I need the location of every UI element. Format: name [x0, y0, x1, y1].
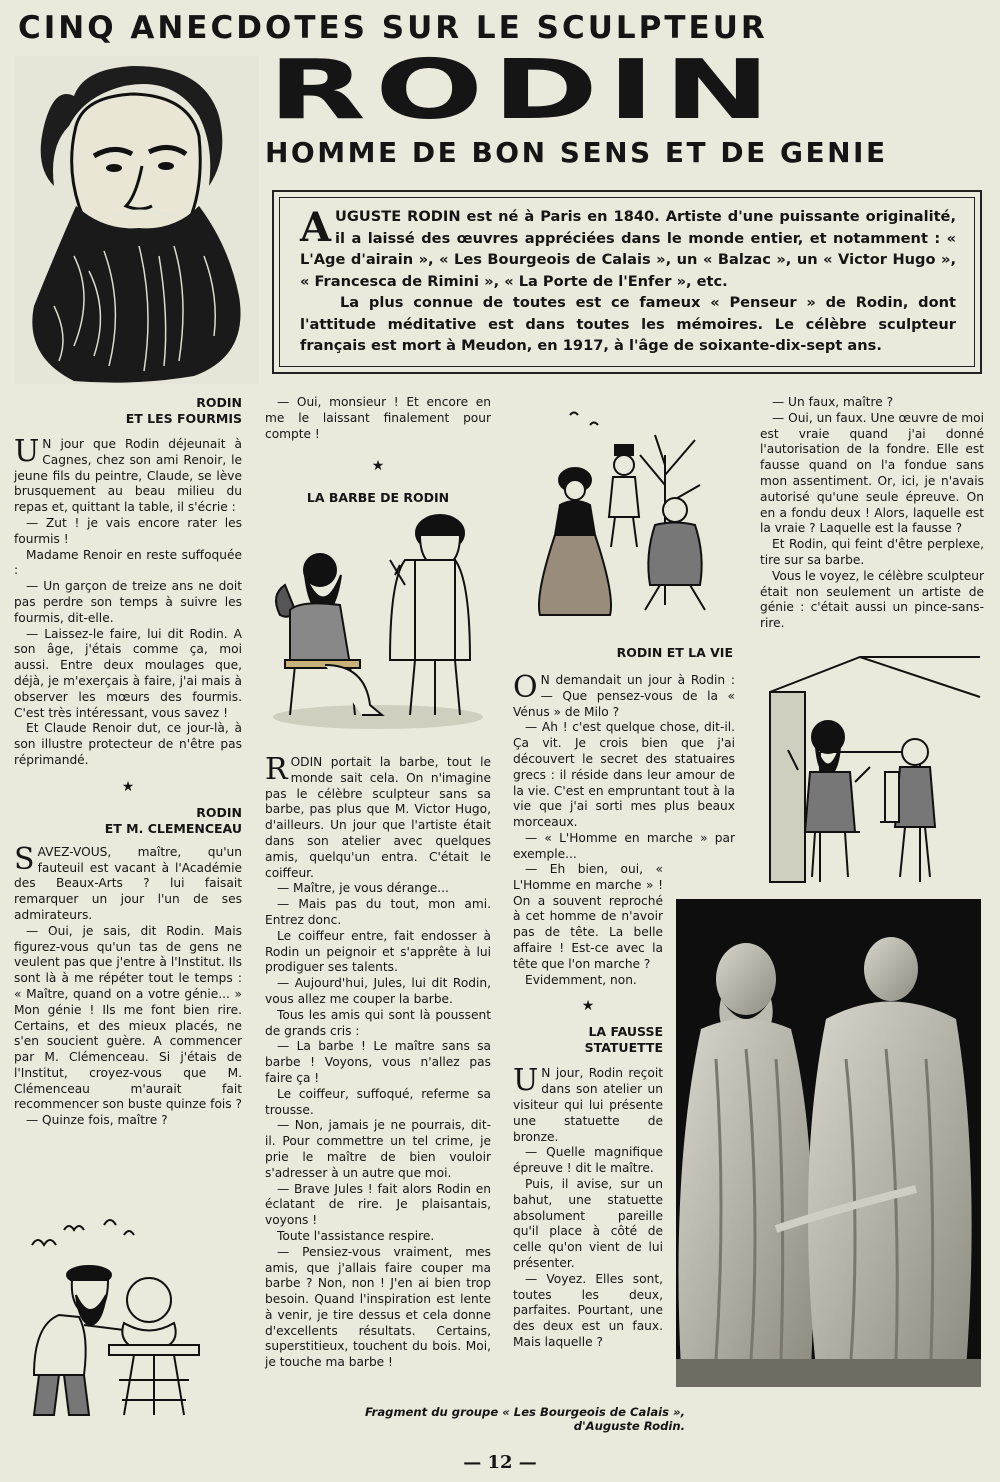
subtitle: HOMME DE BON SENS ET DE GENIE: [265, 136, 888, 169]
barbe-paragraph: — Pensiez-vous vraiment, mes amis, que j'allais faire couper ma barbe ? Non, non ! J'en ai bien trop besoin. Quand l'inspiration est lente à venir, je tire dessus et cela donne d'excellents résultats. Certains, superstitieux, touchent du bois. Moi, je touche ma barbe !: [265, 1244, 491, 1370]
clemenceau-heading: RODIN ET M. CLEMENCEAU: [104, 804, 242, 836]
separator-star: ★: [371, 458, 385, 475]
barbe-paragraph: — Mais pas du tout, mon ami. Entrez donc.: [265, 897, 491, 927]
street-illustration: [535, 395, 735, 625]
column-4: [760, 395, 984, 632]
barbe-paragraph: Le coiffeur entre, fait endosser à Rodin un peignoir et s'apprête à lui prodiguer ses talents.: [265, 928, 491, 975]
fourmis-paragraph: — Zut ! je vais encore rater les fourmis !: [14, 515, 242, 546]
barbe-paragraph: — Aujourd'hui, Jules, lui dit Rodin, vous allez me couper la barbe.: [265, 976, 491, 1006]
kicker-title: CINQ ANECDOTES SUR LE SCULPTEUR: [18, 10, 768, 46]
statuette-paragraph: — Voyez. Elles sont, toutes les deux, parfaites. Pourtant, une des deux est un faux. Mais laquelle ?: [513, 1271, 663, 1349]
separator-star: ★: [581, 998, 595, 1015]
barbe-paragraph: RODIN portait la barbe, tout le monde sait cela. On n'imagine pas le célèbre sculpteur sans sa barbe, pas plus que M. Victor Hugo, d'ailleurs. Un jour que l'artiste était dans son atelier avec quelques amis, quelqu'un entra. C'était le coiffeur.: [265, 752, 491, 880]
barbe-paragraph: Tous les amis qui sont là poussent de grands cris :: [265, 1007, 491, 1038]
statuette-paragraph: — Quelle magnifique épreuve ! dit le maître.: [513, 1145, 663, 1176]
statuette-paragraph: U N jour, Rodin reçoit dans son atelier un visiteur qui lui présente une statuette de bronze.: [513, 1063, 663, 1144]
vie-heading: RODIN ET LA VIE: [616, 645, 733, 660]
column-4-paragraph: — Oui, un faux. Une œuvre de moi est vraie quand j'ai donné l'autorisation de la fondre. Elle est fausse quand on l'a fondue sans mon assentiment. Or, ici, je n'avais autorisé qu'une seule épreuve. On en a fondu deux ! Alors, laquelle est la vraie ? Laquelle est la fausse ?: [760, 410, 984, 536]
column-4-paragraph: — Un faux, maître ?: [772, 395, 894, 409]
column-1: [14, 395, 242, 1129]
intro-box: [272, 190, 982, 374]
barbe-paragraph: — Maître, je vous dérange...: [277, 881, 449, 896]
column-4-paragraph: Vous le voyez, le célèbre sculpteur était non seulement un artiste de génie : c'était aussi un pince-sans-rire.: [760, 568, 984, 631]
clemenceau-paragraph: — Quinze fois, maître ?: [26, 1113, 168, 1128]
barbe-paragraph: — Non, jamais je ne pourrais, dit-il. Pour commettre un tel crime, je prie le maître de bien vouloir s'adresser à un autre que moi.: [265, 1118, 491, 1180]
barbe-paragraph: Toute l'assistance respire.: [277, 1228, 435, 1243]
separator-star: ★: [121, 778, 135, 795]
fourmis-paragraph: U N jour que Rodin déjeunait à Cagnes, chez son ami Renoir, le jeune fils du peintre, Claude, se lève brusquement au beau milieu du repas et, quittant la table, il s'écrie :: [14, 434, 242, 515]
bourgeois-de-calais-photo: [676, 899, 981, 1387]
vie-continued: [513, 862, 663, 1351]
intro-drop-cap: A: [300, 204, 332, 251]
fourmis-paragraph: — Laissez-le faire, lui dit Rodin. A son âge, j'étais comme ça, moi aussi. Entre deux moulages que, déjà, je m'exerçais à faire, j'ai mais à observer les mœurs des fourmis. C'est très intéressant, vous savez !: [14, 626, 242, 720]
barbe-paragraph: — Brave Jules ! fait alors Rodin en éclatant de rire. Je plaisantais, voyons !: [265, 1181, 491, 1228]
column-2-paragraph: — Oui, monsieur ! Et encore en me le laissant finalement pour compte !: [265, 395, 491, 441]
vie-paragraph: O N demandait un jour à Rodin : — Que pensez-vous de la « Vénus » de Milo ?: [513, 670, 735, 719]
barbe-paragraph: Le coiffeur, suffoqué, referme sa trousse.: [265, 1086, 491, 1117]
statuette-paragraph: Puis, il avise, sur un bahut, une statuette absolument pareille qu'il place à côté de celle qu'on vient de lui présenter.: [513, 1176, 663, 1270]
sculptor-illustration: [14, 1205, 242, 1430]
clemenceau-paragraph: — Oui, je sais, dit Rodin. Mais figurez-vous qu'un tas de gens ne veulent pas que j'entre à l'Institut. Ils sont là à me répéter tout le temps : « Maître, quand on a votre génie... » Mon génie ! Ils me font bien rire. Certains, et des mieux placés, ne s'en soucient guère. A commencer par M. Clémenceau. Si j'étais de l'Institut, croyez-vous que M. Clémenceau m'aurait fait recommencer son buste quinze fois ?: [14, 923, 242, 1112]
barbe-paragraph: — La barbe ! Le maître sans sa barbe ! Voyons, vous n'allez pas faire ça !: [265, 1039, 491, 1085]
fourmis-paragraph: — Un garçon de treize ans ne doit pas perdre son temps à suivre les fourmis, dit-elle.: [14, 579, 242, 625]
vie-paragraph: — Ah ! c'est quelque chose, dit-il. Ça vit. Je crois bien que j'ai découvert le secret des statuaires grecs : il réside dans leur amour de la vie. C'est en empruntant tout à la vie que j'ai sorti mes plus beaux morceaux.: [513, 720, 735, 830]
main-title: RODIN: [268, 43, 780, 138]
fourmis-paragraph: Et Claude Renoir dut, ce jour-là, à son illustre protecteur de n'être pas réprimandé.: [14, 721, 242, 767]
rodin-portrait-illustration: [14, 56, 259, 384]
fourmis-heading: RODIN ET LES FOURMIS: [125, 395, 242, 426]
intro-paragraph-1: AUGUSTE RODIN est né à Paris en 1840. Artiste d'une puissante originalité, il a laissé des œuvres appréciées dans le monde entier, et notamment : « L'Age d'airain », « Les Bourgeois de Calais », un « Balzac », un « Victor Hugo », « Francesca de Rimini », « La Porte de l'Enfer », etc.: [300, 204, 956, 290]
column-3: [513, 645, 735, 863]
vie-paragraph: — Eh bien, oui, « L'Homme en marche » ! On a souvent reproché à cet homme de n'avoir pas de tête. La belle affaire ! Est-ce avec la tête que l'on marche ?: [513, 862, 663, 971]
clemenceau-paragraph: SAVEZ-VOUS, maître, qu'un fauteuil est vacant à l'Académie des Beaux-Arts ? lui faisait remarquer un jour l'un de ses admirateurs.: [14, 841, 242, 922]
workshop-illustration: [760, 652, 984, 890]
column-2: [265, 395, 491, 506]
fourmis-paragraph: Madame Renoir en reste suffoquée :: [14, 547, 242, 578]
photo-caption: Fragment du groupe « Les Bourgeois de Calais », d'Auguste Rodin.: [364, 1405, 685, 1433]
barbe-text: [265, 752, 491, 1371]
vie-paragraph: Evidemment, non.: [525, 972, 637, 987]
page-number: — 12 —: [463, 1452, 537, 1473]
intro-paragraph-2: La plus connue de toutes est ce fameux « Penseur » de Rodin, dont l'attitude méditative est dans toutes les mémoires. Le célèbre sculpteur français est mort à Meudon, en 1917, à l'âge de soixante-dix-sept ans.: [300, 294, 956, 354]
statuette-heading: LA FAUSSE STATUETTE: [584, 1024, 663, 1056]
vie-paragraph: — « L'Homme en marche » par exemple...: [513, 830, 735, 861]
barber-illustration: [265, 505, 491, 733]
column-4-paragraph: Et Rodin, qui feint d'être perplexe, tire sur sa barbe.: [760, 537, 984, 567]
barbe-heading: LA BARBE DE RODIN: [306, 490, 450, 506]
